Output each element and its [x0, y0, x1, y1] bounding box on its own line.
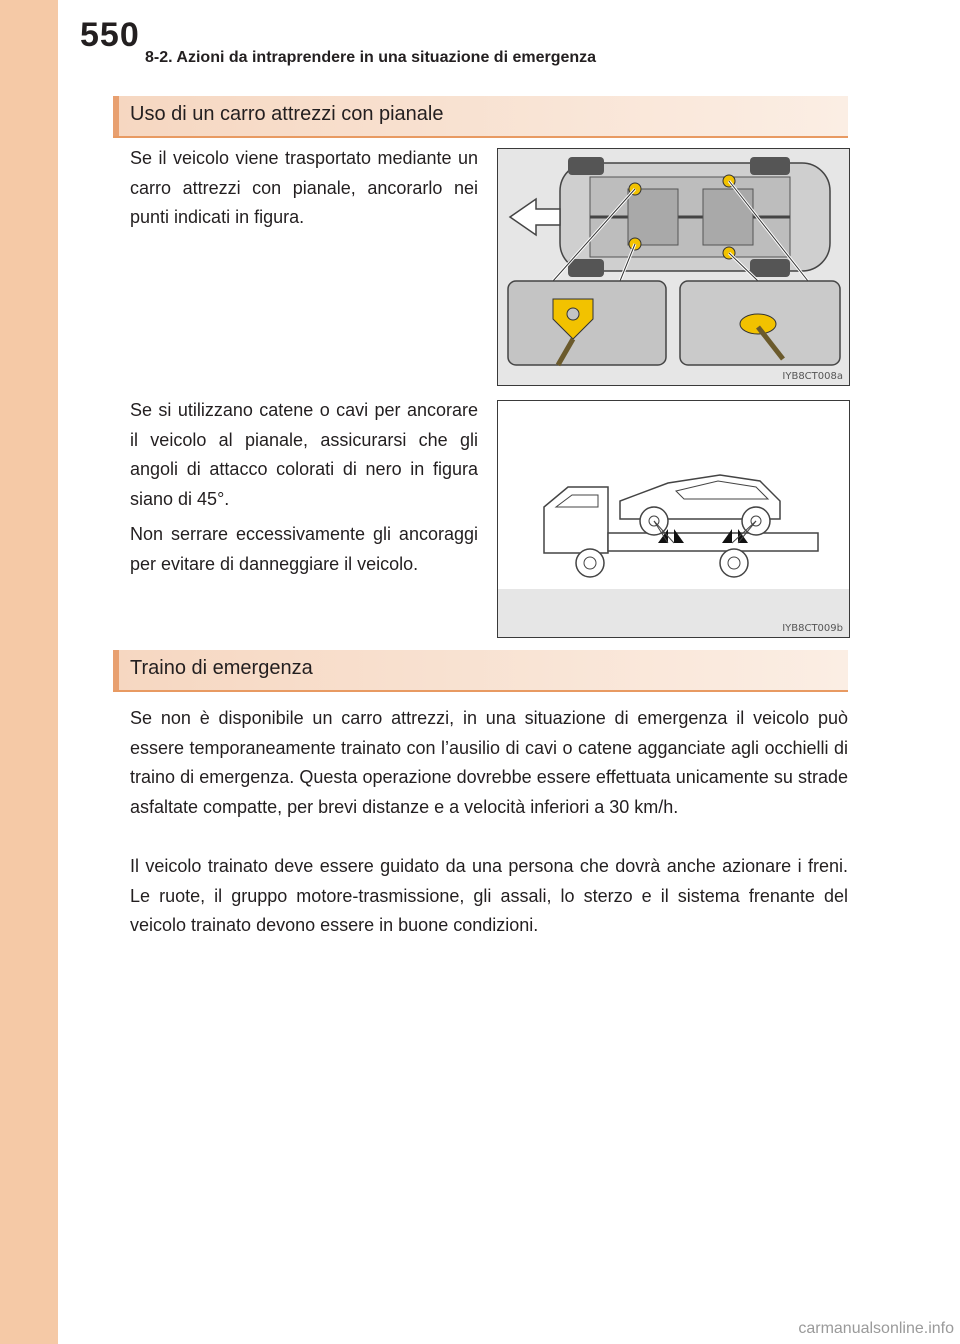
figure-code: IYB8CT008a — [782, 371, 843, 382]
chapter-title: 8-2. Azioni da intraprendere in una situazione di emergenza — [145, 49, 597, 66]
underbody-illustration — [498, 149, 849, 385]
page-number: 550 — [80, 16, 140, 54]
heading-accent-bar — [113, 96, 119, 136]
heading-accent-bar — [113, 650, 119, 690]
paragraph-flatbed-anchor: Se il veicolo viene trasportato mediante un carro attrezzi con pianale, ancorarlo nei punti indicati in figura. — [130, 148, 478, 227]
figure-anchor-points — [497, 148, 850, 386]
paragraph-towed-vehicle-conditions: Il veicolo trainato deve essere guidato da una persona che dovrà anche azionare i freni. Le ruote, il gruppo motore-trasmissione, gli assali, lo sterzo e il sistema frenante del veicolo trainato devono essere in buone condizioni. — [130, 856, 848, 935]
paragraph-chain-angle: Se si utilizzano catene o cavi per ancorare il veicolo al pianale, assicurarsi che gli angoli di attacco colorati di nero in figura siano di 45°. — [130, 400, 478, 509]
watermark[interactable]: carmanualsonline.info — [798, 1320, 954, 1337]
flatbed-truck-illustration — [498, 401, 849, 637]
page-header — [58, 0, 960, 80]
section-heading-emergency-towing — [113, 650, 848, 692]
section-heading-label: Uso di un carro attrezzi con pianale — [130, 103, 444, 125]
side-color-band — [0, 0, 58, 1344]
figure-code: IYB8CT009b — [782, 623, 843, 634]
paragraph-tightening-warning: Non serrare eccessivamente gli ancoraggi per evitare di danneggiare il veicolo. — [130, 524, 478, 574]
section-heading-flatbed — [113, 96, 848, 138]
figure-flatbed-truck — [497, 400, 850, 638]
paragraph-emergency-towing: Se non è disponibile un carro attrezzi, in una situazione di emergenza il veicolo può essere temporaneamente trainato con l’ausilio di cavi o catene agganciate agli occhielli di traino di emergenza. Questa operazione dovrebbe essere effettuata unicamente su strade asfaltate compatte, per brevi distanze e a velocità inferiori a 30 km/h. — [130, 708, 848, 817]
section-heading-label: Traino di emergenza — [130, 657, 313, 679]
